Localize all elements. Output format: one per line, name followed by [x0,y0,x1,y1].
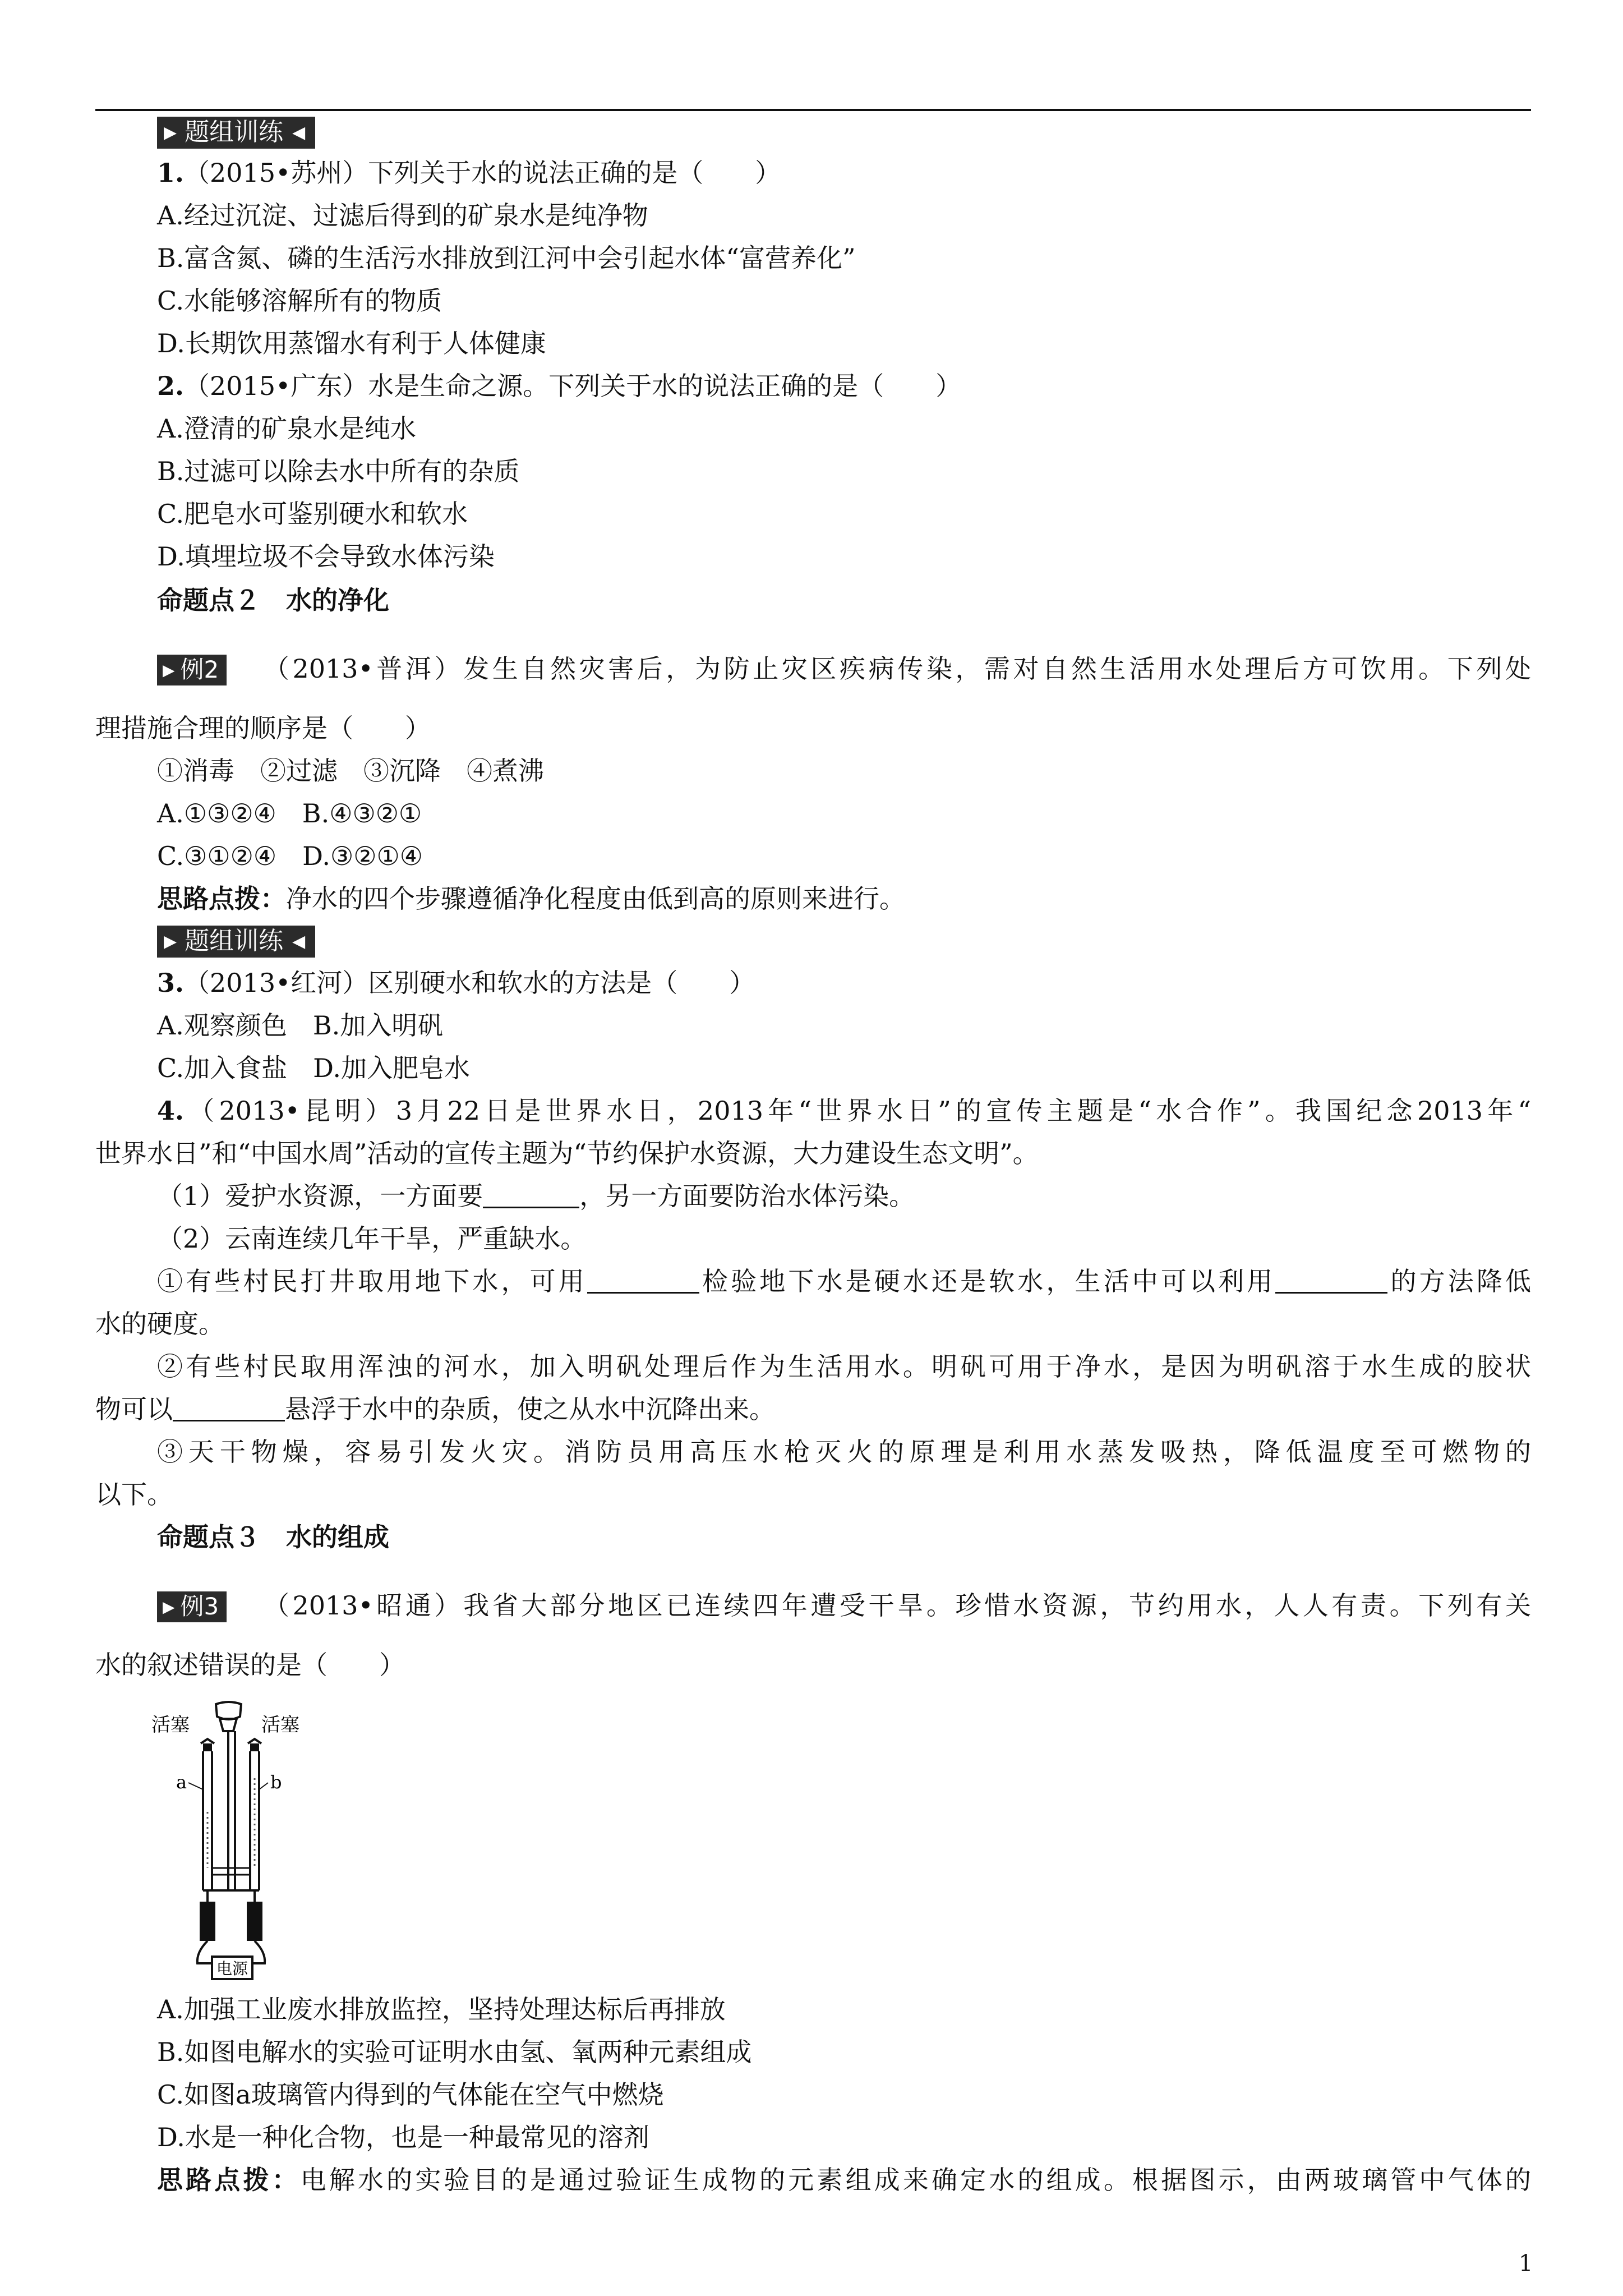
example-2-hint: 思路点拨：净水的四个步骤遵循净化程度由低到高的原则来进行。 [157,884,905,914]
example-2-options-cd: C.③①②④ D.③②①④ [157,841,423,871]
question-1-stem: 1.（2015•苏州）下列关于水的说法正确的是（ ） [157,158,781,188]
question-4-sub-1: ①有些村民打井取用地下水，可用 检验地下水是硬水还是软水，生活中可以利用 的方法降低 [157,1266,1532,1296]
example-3-stem: ▶ 例3 （2013•昭通）我省大部分地区已连续四年遭受干旱。珍惜水资源，节约用水，人人有责。下列有关 [157,1589,1531,1622]
topic-heading-2: 命题点２ 水的净化 [157,585,389,615]
question-4-sub-3-cont: 以下。 [95,1479,173,1510]
example-3-option-a: A.加强工业废水排放监控，坚持处理达标后再排放 [157,1994,726,2024]
question-2-option-b: B.过滤可以除去水中所有的杂质 [157,456,520,486]
question-4-stem-cont: 世界水日”和“中国水周”活动的宣传主题为“节约保护水资源，大力建设生态文明”。 [95,1138,1039,1168]
topic-heading-3: 命题点３ 水的组成 [157,1522,389,1552]
example-3-option-d: D.水是一种化合物，也是一种最常见的溶剂 [157,2122,649,2152]
question-1-option-b: B.富含氮、磷的生活污水排放到江河中会引起水体“富营养化” [157,243,856,273]
question-4-sub-1-cont: 水的硬度。 [95,1309,224,1339]
header-rule [95,109,1531,111]
example-2-stem: ▶ 例2 （2013•普洱）发生自然灾害后，为防止灾区疾病传染，需对自然生活用水处理后方可饮用。下列处 [157,652,1531,685]
electrolysis-apparatus-figure [151,1700,320,1986]
valve-label-left: 活塞 [151,1714,190,1736]
question-4-sub-3: ③天干物燥，容易引发火灾。消防员用高压水枪灭火的原理是利用水蒸发吸热，降低温度至可燃物的 [157,1437,1531,1467]
tube-label-b: b [270,1772,282,1793]
answer-blank-4[interactable] [173,1394,285,1421]
question-2-option-c: C.肥皂水可鉴别硬水和软水 [157,499,468,529]
example-3-stem-cont: 水的叙述错误的是（ ） [95,1650,405,1680]
question-3-options-cd: C.加入食盐 D.加入肥皂水 [157,1053,471,1083]
question-1-option-d: D.长期饮用蒸馏水有利于人体健康 [157,328,546,358]
question-4-sub-2: ②有些村民取用浑浊的河水，加入明矾处理后作为生活用水。明矾可用于净水，是因为明矾溶于水生成的胶状 [157,1351,1531,1382]
drill-tag-2: ▶ 题组训练 ◀ [157,923,315,958]
answer-blank-1[interactable] [483,1181,579,1208]
question-4-stem: 4.（2013•昆明）3月22日是世界水日，2013年“世界水日”的宣传主题是“水合作”。我国纪念2013年“ [157,1096,1531,1126]
example-3-hint: 思路点拨：电解水的实验目的是通过验证生成物的元素组成来确定水的组成。根据图示，由两玻璃管中气体的 [157,2165,1532,2195]
answer-blank-2[interactable] [587,1266,699,1294]
question-3-options-ab: A.观察颜色 B.加入明矾 [157,1010,444,1041]
question-2-option-d: D.填埋垃圾不会导致水体污染 [157,541,495,572]
example-2-items: ①消毒 ②过滤 ③沉降 ④煮沸 [157,756,544,786]
page-number: 1 [1519,2251,1533,2276]
example-3-option-b: B.如图电解水的实验可证明水由氢、氧两种元素组成 [157,2037,752,2067]
power-supply-label: 电源 [216,1959,248,1978]
valve-label-right: 活塞 [261,1714,299,1736]
tube-label-a: a [176,1772,187,1793]
question-3-stem: 3.（2013•红河）区别硬水和软水的方法是（ ） [157,968,755,998]
example-3-option-c: C.如图a玻璃管内得到的气体能在空气中燃烧 [157,2079,664,2110]
question-4-part-1: （1）爱护水资源，一方面要 ，另一方面要防治水体污染。 [157,1181,915,1211]
question-1-option-c: C.水能够溶解所有的物质 [157,286,442,316]
example-2-stem-cont: 理措施合理的顺序是（ ） [95,713,431,743]
drill-tag: ▶ 题组训练 ◀ [157,114,315,149]
answer-blank-3[interactable] [1275,1266,1387,1294]
question-2-option-a: A.澄清的矿泉水是纯水 [157,413,416,444]
question-4-part-2: （2）云南连续几年干旱，严重缺水。 [157,1223,587,1254]
question-1-option-a: A.经过沉淀、过滤后得到的矿泉水是纯净物 [157,200,648,231]
question-4-sub-2-cont: 物可以 悬浮于水中的杂质，使之从水中沉降出来。 [95,1394,775,1424]
example-2-options-ab: A.①③②④ B.④③②① [157,798,422,829]
question-2-stem: 2.（2015•广东）水是生命之源。下列关于水的说法正确的是（ ） [157,371,962,401]
